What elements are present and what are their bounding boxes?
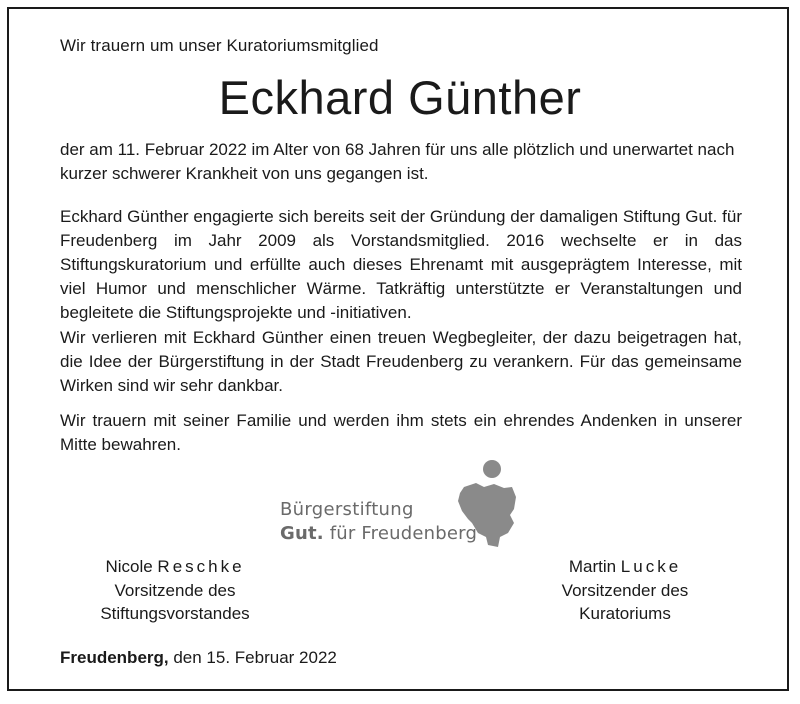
intro-line: Wir trauern um unser Kuratoriumsmitglied	[60, 36, 379, 55]
foundation-logo	[276, 457, 518, 549]
signatory-role: Vorsitzende des	[114, 580, 236, 600]
person-map-icon	[454, 457, 518, 549]
paragraph-gratitude: Wir verlieren mit Eckhard Günther einen treuen Wegbegleiter, der dazu beigetragen hat, die Idee der Bürgerstiftung in der Stadt Freudenberg zu verankern. Für das gemeinsame Wirken sind wir sehr dankbar.	[60, 328, 742, 395]
signature-right	[530, 555, 720, 626]
place-and-date	[60, 648, 337, 668]
signatory-name: Martin Lucke	[568, 557, 682, 576]
logo-gut: Gut.	[280, 523, 324, 544]
signatory-body: Kuratoriums	[579, 604, 671, 623]
logo-line-1: Bürgerstiftung	[280, 499, 414, 520]
signature-left	[80, 555, 270, 626]
signatory-role: Vorsitzender des	[561, 580, 689, 600]
logo-line-2	[280, 523, 477, 544]
paragraph-biography: Eckhard Günther engagierte sich bereits seit der Gründung der damaligen Stiftung Gut. für Freudenberg im Jahr 2009 als Vorstandsmitglied. 2016 wechselte er in das Stiftungskuratorium und erfüllte auch dieses Ehrenamt mit ausgeprägtem Interesse, mit viel Humor und menschlicher Wärme. Tatkräftig unterstützte er Veranstaltungen und begleitete die Stiftungsprojekte und -initiativen.	[60, 207, 742, 322]
place: Freudenberg,	[60, 648, 169, 667]
deceased-name: Eckhard Günther	[218, 71, 582, 124]
paragraph-announcement: der am 11. Februar 2022 im Alter von 68 Jahren für uns alle plötzlich und unerwartet nach kurzer schwerer Krankheit von uns gegangen ist.	[60, 140, 735, 183]
signatory-name: Nicole Reschke	[105, 557, 245, 576]
date: den 15. Februar 2022	[168, 648, 337, 667]
logo-fuer-freudenberg: für Freudenberg	[323, 523, 478, 544]
paragraph-condolence: Wir trauern mit seiner Familie und werden ihm stets ein ehrendes Andenken in unserer Mitte bewahren.	[60, 411, 742, 454]
signatory-body: Stiftungsvorstandes	[100, 604, 250, 623]
